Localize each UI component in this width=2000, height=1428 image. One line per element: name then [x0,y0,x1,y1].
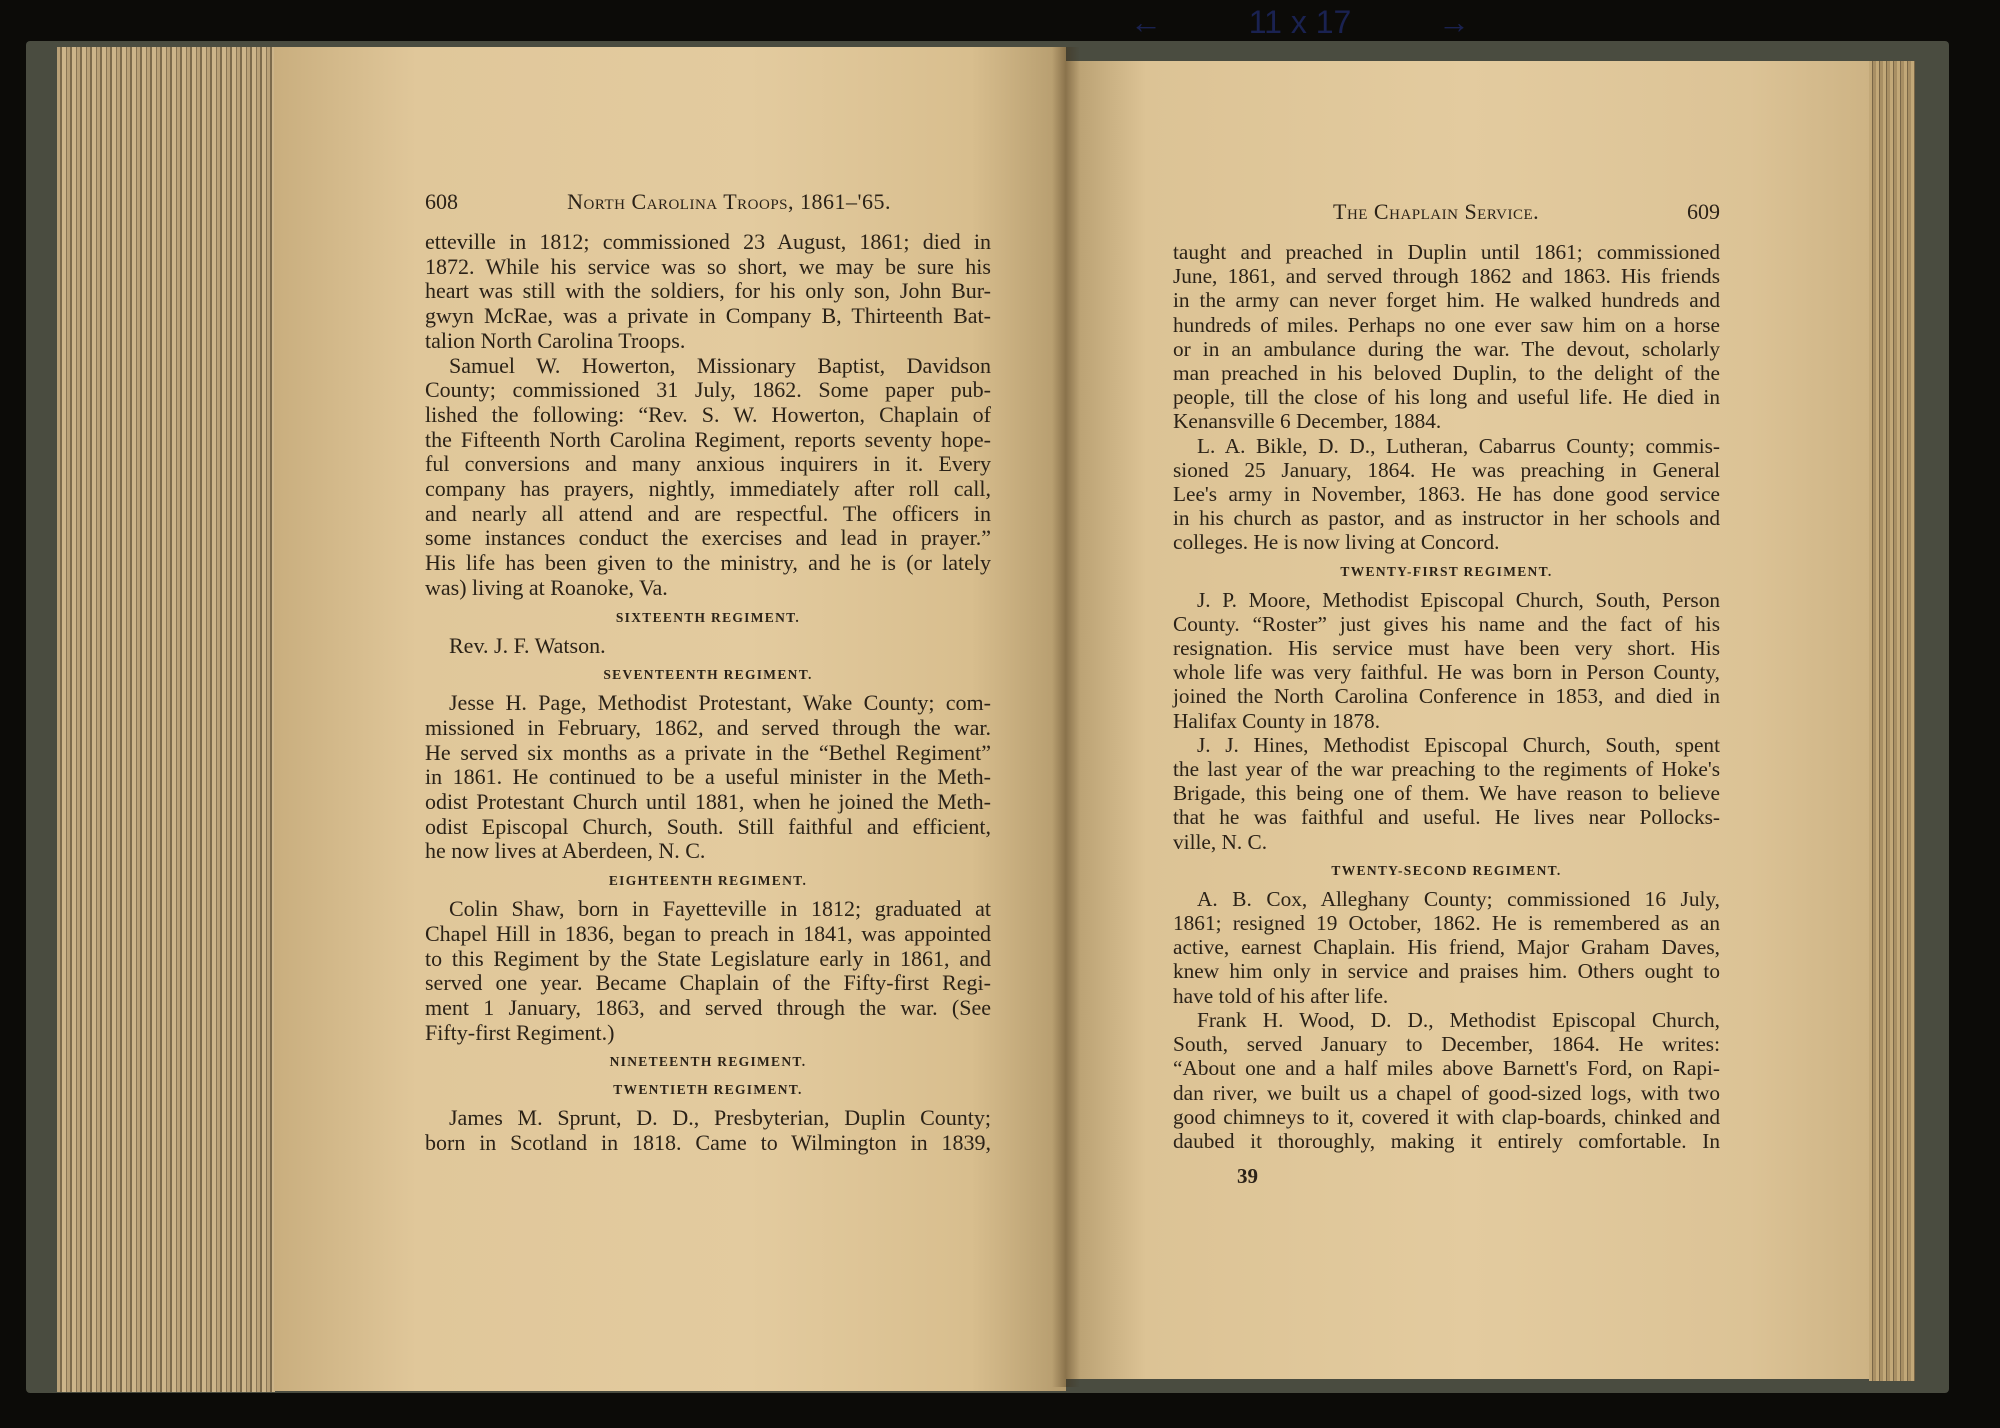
book-gutter [1052,47,1080,1387]
running-head [425,190,991,230]
text-line: L. A. Bikle, D. D., Lutheran, Cabarrus County; commis- [1197,433,1720,458]
text-line: or in an ambulance during the war. The devout, scholarly [1173,336,1720,361]
text-line: resignation. His service must have been very short. His [1173,636,1720,661]
text-line: Halifax County in 1878. [1173,708,1381,733]
text-line: His life has been given to the ministry, and he is (or lately [425,550,991,576]
text-line: “About one and a half miles above Barnett's Ford, on Rapi- [1173,1056,1720,1081]
text-line: Frank H. Wood, D. D., Methodist Episcopal Church, [1197,1007,1720,1032]
section-heading: TWENTY-SECOND REGIMENT. [1331,862,1562,878]
text-line: and nearly all attend and are respectful. The officers in [425,500,991,526]
text-line: Fifty-first Regiment.) [425,1019,615,1045]
text-line: June, 1861, and served through 1862 and 1863. His friends [1173,264,1720,289]
text-line: sioned 25 January, 1864. He was preaching in General [1173,457,1720,482]
text-line: Samuel W. Howerton, Missionary Baptist, Davidson [449,352,991,378]
text-line: company has prayers, nightly, immediately after roll call, [425,476,991,502]
text-line: J. J. Hines, Methodist Episcopal Church, South, spent [1197,732,1720,757]
text-line: was) living at Roanoke, Va. [425,574,668,600]
paragraph [1173,240,1720,434]
running-title: The Chaplain Service. [1333,199,1540,224]
paragraph [1173,733,1720,854]
text-line: knew him only in service and praises him. Others ought to [1173,959,1720,984]
text-line: to this Regiment by the State Legislature early in 1861, and [425,945,991,971]
section-heading: SIXTEENTH REGIMENT. [615,609,801,625]
paragraph [425,691,991,864]
text-line: taught and preached in Duplin until 1861; commissioned [1173,240,1720,264]
text-line: served one year. Became Chaplain of the Fifty-first Regi- [425,970,991,996]
text-line: odist Episcopal Church, South. Still faithful and efficient, [425,813,991,839]
page-edges-left [57,47,275,1392]
paragraph [1173,887,1720,1008]
text-line: Kenansville 6 December, 1884. [1173,409,1442,434]
text-line: 1872. While his service was so short, we may be sure his [425,253,991,279]
section-heading: NINETEENTH REGIMENT. [609,1054,807,1070]
text-line: missioned in February, 1862, and served through the war. [425,714,991,740]
text-line: Colin Shaw, born in Fayetteville in 1812; graduated at [449,896,991,922]
paragraph [1173,1008,1720,1153]
text-line: gwyn McRae, was a private in Company B, Thirteenth Bat- [425,303,991,329]
text-line: the last year of the war preaching to the regiments of Hoke's [1173,757,1720,782]
text-line: daubed it thoroughly, making it entirely comfortable. In [1173,1128,1720,1153]
text-line: talion North Carolina Troops. [425,327,686,353]
text-body [425,230,991,1156]
text-line: man preached in his beloved Duplin, to the delight of the [1173,361,1720,386]
text-line: odist Protestant Church until 1881, when he joined the Meth- [425,789,991,815]
text-line: lished the following: “Rev. S. W. Howerton, Chaplain of [425,401,991,427]
text-line: the Fifteenth North Carolina Regiment, reports seventy hope- [425,426,991,452]
text-line: in 1861. He continued to be a useful minister in the Meth- [425,764,991,790]
text-line: joined the North Carolina Conference in 1853, and died in [1173,684,1720,709]
section-heading: EIGHTEENTH REGIMENT. [608,873,808,889]
text-line: whole life was very faithful. He was born in Person County, [1173,660,1720,685]
text-line: Rev. J. F. Watson. [449,632,606,658]
text-line: etteville in 1812; commissioned 23 August, 1861; died in [425,229,991,254]
scan-size-label [1130,4,1470,40]
text-line: Brigade, this being one of them. We have reason to believe [1173,781,1720,806]
paragraph [425,897,991,1045]
text-line: County. “Roster” just gives his name and the fact of his [1173,611,1720,636]
text-line: hundreds of miles. Perhaps no one ever saw him on a horse [1173,312,1720,337]
text-line: J. P. Moore, Methodist Episcopal Church, South, Person [1197,587,1720,612]
text-line: good chimneys to it, covered it with clap-boards, chinked and [1173,1104,1720,1129]
right-page-text [1173,200,1720,1153]
arrow-right-icon: → [1438,3,1470,40]
paragraph [1173,588,1720,733]
text-line: that he was faithful and useful. He lives near Pollocks- [1173,805,1720,830]
text-line: He served six months as a private in the “Bethel Regiment” [425,739,991,765]
text-line: Jesse H. Page, Methodist Protestant, Wake County; com- [449,690,991,716]
text-line: heart was still with the soldiers, for his only son, John Bur- [425,278,991,304]
page-edges-right [1869,61,1915,1381]
text-line: colleges. He is now living at Concord. [1173,530,1500,555]
signature-mark: 39 [1237,1164,1258,1188]
text-line: Lee's army in November, 1863. He has done good service [1173,482,1720,507]
text-line: born in Scotland in 1818. Came to Wilmington in 1839, [425,1130,991,1156]
text-line: in his church as pastor, and as instructor in her schools and [1173,506,1720,531]
text-line: ville, N. C. [1173,829,1268,854]
text-line: ful conversions and many anxious inquirers in it. Every [425,451,991,477]
text-line: dan river, we built us a chapel of good-sized logs, with two [1173,1080,1720,1105]
scan-size-text: 11 x 17 [1248,3,1352,40]
text-line: South, served January to December, 1864. He writes: [1173,1032,1720,1057]
paragraph [425,634,991,659]
arrow-left-icon: ← [1130,3,1162,40]
text-line: have told of his after life. [1173,983,1389,1008]
running-title: North Carolina Troops, 1861–'65. [567,189,891,214]
text-line: in the army can never forget him. He walked hundreds and [1173,288,1720,313]
section-heading: SEVENTEENTH REGIMENT. [603,667,813,683]
section-heading: TWENTY-FIRST REGIMENT. [1340,563,1553,579]
text-line: ment 1 January, 1863, and served through the war. (See [425,994,991,1020]
text-line: 1861; resigned 19 October, 1862. He is remembered as an [1173,911,1720,936]
left-page-text [425,190,991,1156]
paragraph [425,1106,991,1155]
paragraph [425,354,991,601]
page-number: 608 [425,189,458,214]
section-heading: TWENTIETH REGIMENT. [613,1082,803,1098]
text-line: he now lives at Aberdeen, N. C. [425,838,706,864]
text-line: County; commissioned 31 July, 1862. Some paper pub- [425,377,991,403]
text-line: some instances conduct the exercises and lead in prayer.” [425,525,991,551]
page-number: 609 [1687,199,1720,224]
paragraph [1173,434,1720,555]
text-line: active, earnest Chaplain. His friend, Major Graham Daves, [1173,935,1720,960]
running-head [1173,200,1720,240]
text-line: people, till the close of his long and useful life. He died in [1173,385,1720,410]
paragraph [425,230,991,354]
text-line: James M. Sprunt, D. D., Presbyterian, Duplin County; [449,1105,991,1131]
text-line: A. B. Cox, Alleghany County; commissioned 16 July, [1197,886,1720,911]
text-body [1173,240,1720,1153]
text-line: Chapel Hill in 1836, began to preach in 1841, was appointed [425,920,991,946]
